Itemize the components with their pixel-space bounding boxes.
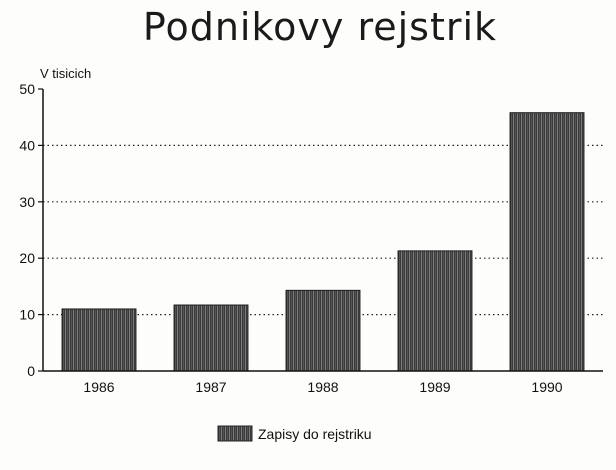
y-tick-labels: [19, 81, 43, 379]
x-tick-label: 1990: [531, 379, 563, 395]
bar-1990: [510, 113, 584, 371]
legend-label: Zapisy do rejstriku: [258, 426, 372, 442]
bar-1986: [62, 309, 136, 371]
bar-1987: [174, 305, 248, 371]
x-tick-label: 1988: [307, 379, 339, 395]
bar-1988: [286, 290, 360, 371]
y-tick-label: 50: [19, 81, 35, 97]
y-tick-label: 20: [19, 250, 35, 267]
x-tick-label: 1989: [419, 379, 451, 395]
x-tick-label: 1987: [195, 379, 227, 395]
y-tick-label: 40: [19, 137, 35, 154]
x-tick-label: 1986: [83, 379, 115, 395]
y-tick-label: 30: [19, 193, 35, 210]
y-tick-label: 0: [27, 363, 35, 379]
bar-1989: [398, 251, 472, 371]
bars: [62, 113, 584, 371]
legend: [218, 426, 372, 442]
y-tick-label: 10: [19, 306, 35, 323]
chart-title: Podnikovy rejstrik: [142, 5, 498, 49]
x-tick-labels: [83, 379, 562, 395]
y-axis-label: V tisicich: [40, 66, 92, 81]
legend-swatch: [218, 426, 252, 441]
